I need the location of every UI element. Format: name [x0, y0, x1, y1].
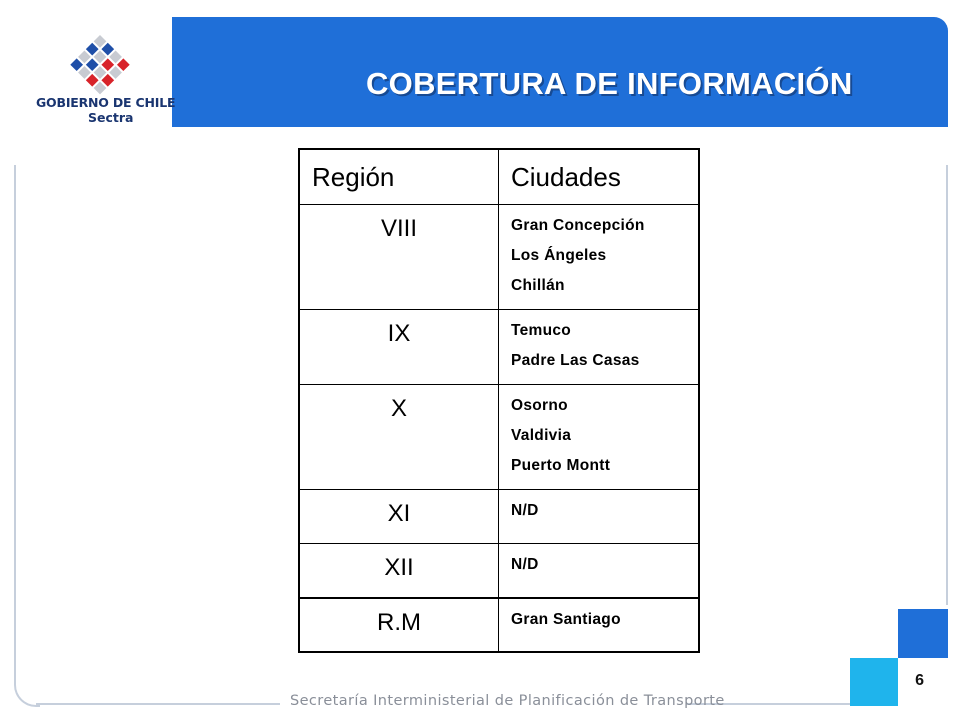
cities-cell [499, 544, 700, 598]
frame-right-border [946, 165, 948, 605]
header-cities: Ciudades [499, 149, 700, 205]
coverage-table [298, 148, 700, 653]
city-name: Padre Las Casas [511, 352, 640, 369]
header-region: Región [299, 149, 499, 205]
table-row [299, 310, 699, 385]
city-name: Gran Santiago [511, 610, 621, 628]
city-name: Gran Concepción [511, 217, 645, 234]
city-name: Puerto Montt [511, 457, 611, 474]
region-cell: IX [299, 310, 499, 385]
table-row [299, 598, 699, 652]
region-cell: VIII [299, 205, 499, 310]
logo-text-line1: GOBIERNO DE CHILE [36, 95, 176, 110]
city-name: Valdivia [511, 427, 572, 444]
city-name: N/D [511, 556, 539, 573]
city-name: Los Ángeles [511, 247, 607, 264]
frame-left-border [14, 165, 40, 707]
corner-square-cyan [850, 658, 898, 706]
region-cell: XI [299, 490, 499, 544]
page-number: 6 [915, 672, 924, 689]
table-row [299, 385, 699, 490]
cities-cell [499, 205, 700, 310]
cities-cell [499, 310, 700, 385]
region-cell: XII [299, 544, 499, 598]
city-name: Chillán [511, 277, 565, 294]
footer-rule-left [36, 703, 280, 705]
table-row [299, 544, 699, 598]
footer-text: Secretaría Interministerial de Planificación de Transporte [290, 693, 725, 709]
table-row [299, 205, 699, 310]
region-cell: R.M [299, 598, 499, 652]
government-logo-icon [60, 27, 140, 95]
logo-text-line2: Sectra [88, 110, 134, 125]
corner-square-blue [898, 609, 948, 658]
city-name: N/D [511, 502, 539, 519]
table-header-row [299, 149, 699, 205]
cities-cell [499, 598, 700, 652]
region-cell: X [299, 385, 499, 490]
cities-cell [499, 385, 700, 490]
logo [14, 17, 176, 127]
city-name: Osorno [511, 397, 568, 414]
table-row [299, 490, 699, 544]
city-name: Temuco [511, 322, 572, 339]
slide-title: COBERTURA DE INFORMACIÓN [366, 66, 853, 101]
cities-cell [499, 490, 700, 544]
